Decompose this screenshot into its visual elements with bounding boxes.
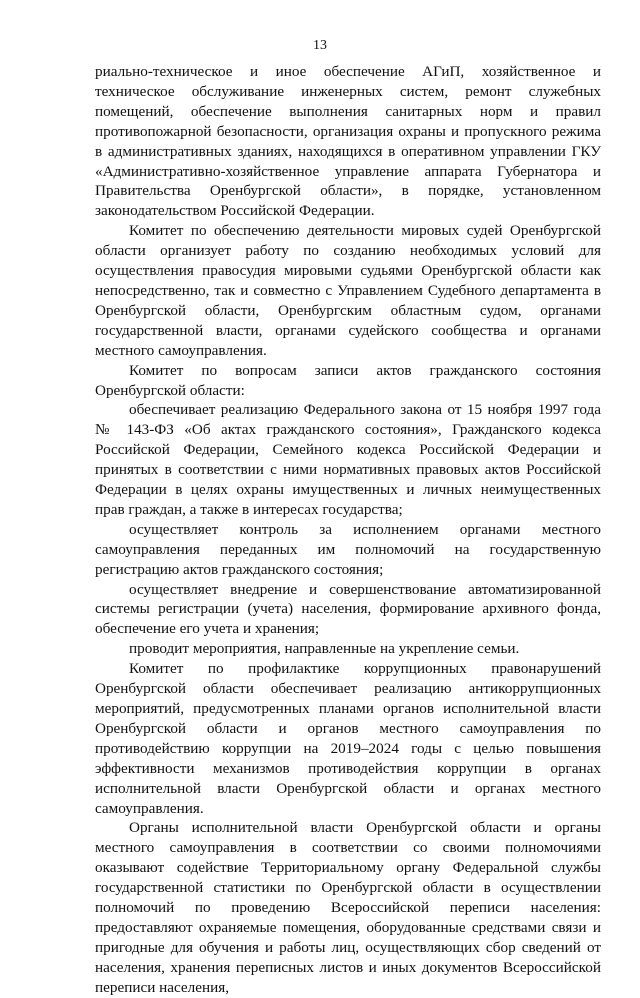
paragraph-judges-committee: Комитет по обеспечению деятельности мировых судей Оренбургской области организует работу по созданию необходимых условий для осуществления правосудия мировыми судьями Оренбургской области как непосредственно, так и совместно с Управлением Судебного департамента в Оренбургской области, Оренбургским областным судом, органами государственной власти, органами судейского сообщества и органами местного самоуправления.: [95, 222, 601, 359]
paragraph-census-support: Органы исполнительной власти Оренбургской области и органы местного самоуправления в соответствии со своими полномочиями оказывают содействие Территориальному органу Федеральной службы государственной статистики по Оренбургской области в осуществлении полномочий по проведению Всероссийской переписи населения: предоставляют охраняемые помещения, оборудованные средствами связи и пригодные для обучения и работы лиц, осуществляющих сбор сведений от населения, хранения переписных листов и иных документов Всероссийской переписи населения,: [95, 819, 601, 996]
paragraph-civil-registry-item-1: обеспечивает реализацию Федерального закона от 15 ноября 1997 года № 143-ФЗ «Об актах гражданского состояния», Гражданского кодекса Российской Федерации, Семейного кодекса Российской Федерации и принятых в соответствии с ними нормативных правовых актов Российской Федерации в целях охраны имущественных и личных неимущественных прав граждан, а также в интересах государства;: [95, 401, 601, 518]
page-number: 13: [313, 38, 327, 53]
paragraph-continuation: риально-техническое и иное обеспечение АГиП, хозяйственное и техническое обслуживание инженерных систем, ремонт служебных помещений, обеспечение выполнения санитарных норм и правил противопожарной безопасности, организация охраны и пропускного режима в административных зданиях, находящихся в оперативном управлении ГКУ «Административно-хозяйственное управление аппарата Губернатора и Правительства Оренбургской области», в порядке, установленном законодательством Российской Федерации.: [95, 63, 601, 220]
paragraph-civil-registry-item-4: проводит мероприятия, направленные на укрепление семьи.: [129, 640, 520, 658]
document-body: [95, 62, 601, 998]
paragraph-civil-registry-item-3: осуществляет внедрение и совершенствование автоматизированной системы регистрации (учета) населения, формирование архивного фонда, обеспечение его учета и хранения;: [95, 580, 601, 638]
paragraph-civil-registry-item-2: осуществляет контроль за исполнением органами местного самоуправления переданных им полномочий на государственную регистрацию актов гражданского состояния;: [95, 520, 601, 578]
paragraph-civil-registry-committee: Комитет по вопросам записи актов гражданского состояния Оренбургской области:: [95, 361, 601, 399]
paragraph-anticorruption-committee: Комитет по профилактике коррупционных правонарушений Оренбургской области обеспечивает реализацию антикоррупционных мероприятий, предусмотренных планами органов исполнительной власти Оренбургской области и органов местного самоуправления по противодействию коррупции на 2019–2024 годы с целью повышения эффективности механизмов противодействия коррупции в органах исполнительной власти Оренбургской области и органах местного самоуправления.: [95, 660, 601, 817]
